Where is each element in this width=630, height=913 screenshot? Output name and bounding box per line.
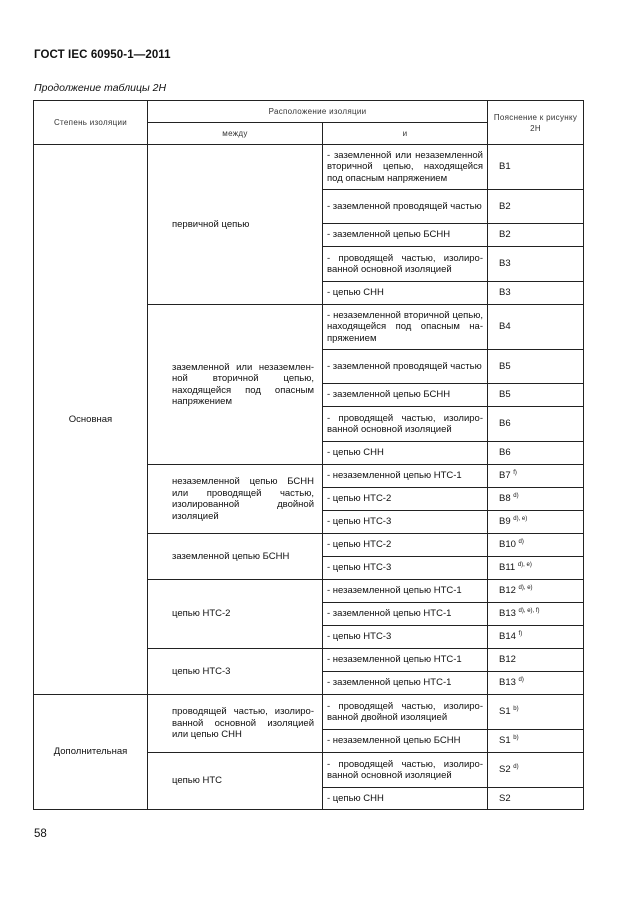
explanation-cell	[488, 145, 584, 190]
table-row	[34, 695, 584, 730]
footnote-ref: d), e)	[518, 585, 533, 592]
and-cell: - заземленной цепью БСНН	[323, 224, 488, 247]
explanation-cell	[488, 753, 584, 788]
explanation-cell	[488, 580, 584, 603]
and-cell: - цепью СНН	[323, 442, 488, 465]
explanation-cell	[488, 247, 584, 282]
explanation-code: B8	[499, 493, 511, 505]
and-cell: - заземленной проводящей частью	[323, 190, 488, 224]
and-cell: - проводящей частью, изолированной двойной изоляцией	[323, 695, 488, 730]
explanation-code: B2	[499, 200, 511, 212]
and-cell: - незаземленной цепью БСНН	[323, 730, 488, 753]
explanation-code: S1	[499, 706, 511, 718]
explanation-cell	[488, 649, 584, 672]
explanation-cell	[488, 407, 584, 442]
table-caption: Продолжение таблицы 2Н	[34, 82, 167, 94]
between-cell: заземленной цепью БСНН	[148, 534, 323, 580]
degree-cell: Основная	[34, 145, 148, 695]
header-location: Расположение изоляции	[148, 101, 488, 123]
explanation-cell	[488, 695, 584, 730]
and-cell: - цепью НТС-3	[323, 626, 488, 649]
header-row-1	[34, 101, 584, 123]
header-between: между	[148, 123, 323, 145]
explanation-code: B13	[499, 677, 516, 689]
and-cell: - цепью СНН	[323, 282, 488, 305]
footnote-ref: b)	[513, 735, 519, 742]
between-cell: цепью НТС	[148, 753, 323, 810]
and-cell: - заземленной или незаземленной вторичной цепью, находящейся под опасным напряжением	[323, 145, 488, 190]
footnote-ref: d), e), f)	[518, 608, 540, 615]
explanation-cell	[488, 603, 584, 626]
explanation-cell	[488, 511, 584, 534]
explanation-cell	[488, 282, 584, 305]
explanation-cell	[488, 442, 584, 465]
explanation-code: B7	[499, 470, 511, 482]
and-cell: - цепью НТС-3	[323, 557, 488, 580]
between-cell: первичной цепью	[148, 145, 323, 305]
explanation-code: B9	[499, 516, 511, 528]
footnote-ref: d)	[513, 493, 519, 500]
explanation-code: B12	[499, 585, 516, 597]
and-cell: - незаземленной цепью НТС-1	[323, 465, 488, 488]
footnote-ref: d)	[518, 539, 524, 546]
footnote-ref: f)	[518, 631, 523, 638]
and-cell: - проводящей частью, изолированной основной изоляцией	[323, 407, 488, 442]
and-cell: - незаземленной вторичной цепью, находящейся под опасным напряжением	[323, 305, 488, 350]
explanation-cell	[488, 350, 584, 384]
between-cell: цепью НТС-2	[148, 580, 323, 649]
footnote-ref: d), e)	[517, 562, 532, 569]
explanation-cell	[488, 190, 584, 224]
document-title: ГОСТ IEC 60950-1—2011	[34, 49, 171, 61]
footnote-ref: f)	[513, 470, 517, 477]
and-cell: - проводящей частью, изолированной основной изоляцией	[323, 753, 488, 788]
explanation-cell	[488, 384, 584, 407]
explanation-code: B11	[499, 562, 516, 574]
between-cell: незаземленной цепью БСНН или проводящей частью, изолированной двойной изоляцией	[148, 465, 323, 534]
explanation-code: B10	[499, 539, 516, 551]
header-explanation: Пояснение к рисунку 2Н	[488, 101, 584, 145]
between-cell: цепью НТС-3	[148, 649, 323, 695]
explanation-cell	[488, 305, 584, 350]
explanation-code: B5	[499, 389, 511, 401]
explanation-cell	[488, 488, 584, 511]
header-and: и	[323, 123, 488, 145]
explanation-code: B3	[499, 258, 511, 270]
explanation-code: B6	[499, 447, 511, 459]
footnote-ref: d)	[513, 764, 519, 771]
table-row	[34, 145, 584, 190]
and-cell: - цепью НТС-2	[323, 488, 488, 511]
explanation-cell	[488, 626, 584, 649]
between-cell: проводящей частью, изолированной основной изоляцией или цепью СНН	[148, 695, 323, 753]
page-number: 58	[34, 828, 47, 840]
explanation-cell	[488, 557, 584, 580]
footnote-ref: b)	[513, 706, 519, 713]
explanation-code: B2	[499, 229, 511, 241]
and-cell: - заземленной цепью БСНН	[323, 384, 488, 407]
and-cell: - заземленной проводящей частью	[323, 350, 488, 384]
explanation-code: B13	[499, 608, 516, 620]
explanation-code: B14	[499, 631, 516, 643]
and-cell: - проводящей частью, изолированной основной изоляцией	[323, 247, 488, 282]
explanation-cell	[488, 534, 584, 557]
explanation-cell	[488, 224, 584, 247]
explanation-cell	[488, 788, 584, 810]
explanation-code: B4	[499, 321, 511, 333]
explanation-cell	[488, 730, 584, 753]
explanation-code: S2	[499, 792, 511, 804]
footnote-ref: d), e)	[513, 516, 528, 523]
explanation-cell	[488, 465, 584, 488]
degree-cell: Дополнительная	[34, 695, 148, 810]
and-cell: - цепью НТС-3	[323, 511, 488, 534]
and-cell: - незаземленной цепью НТС-1	[323, 580, 488, 603]
and-cell: - незаземленной цепью НТС-1	[323, 649, 488, 672]
explanation-code: B1	[499, 161, 511, 173]
explanation-code: S1	[499, 735, 511, 747]
insulation-table	[33, 100, 584, 810]
explanation-cell	[488, 672, 584, 695]
explanation-code: S2	[499, 764, 511, 776]
footnote-ref: d)	[518, 677, 524, 684]
and-cell: - заземленной цепью НТС-1	[323, 603, 488, 626]
between-cell: заземленной или незаземленной вторичной цепью, находящейся под опасным напряжением	[148, 305, 323, 465]
explanation-code: B6	[499, 418, 511, 430]
explanation-code: B5	[499, 360, 511, 372]
and-cell: - цепью НТС-2	[323, 534, 488, 557]
explanation-code: B12	[499, 654, 516, 666]
header-degree: Степень изоляции	[34, 101, 148, 145]
explanation-code: B3	[499, 287, 511, 299]
and-cell: - цепью СНН	[323, 788, 488, 810]
and-cell: - заземленной цепью НТС-1	[323, 672, 488, 695]
